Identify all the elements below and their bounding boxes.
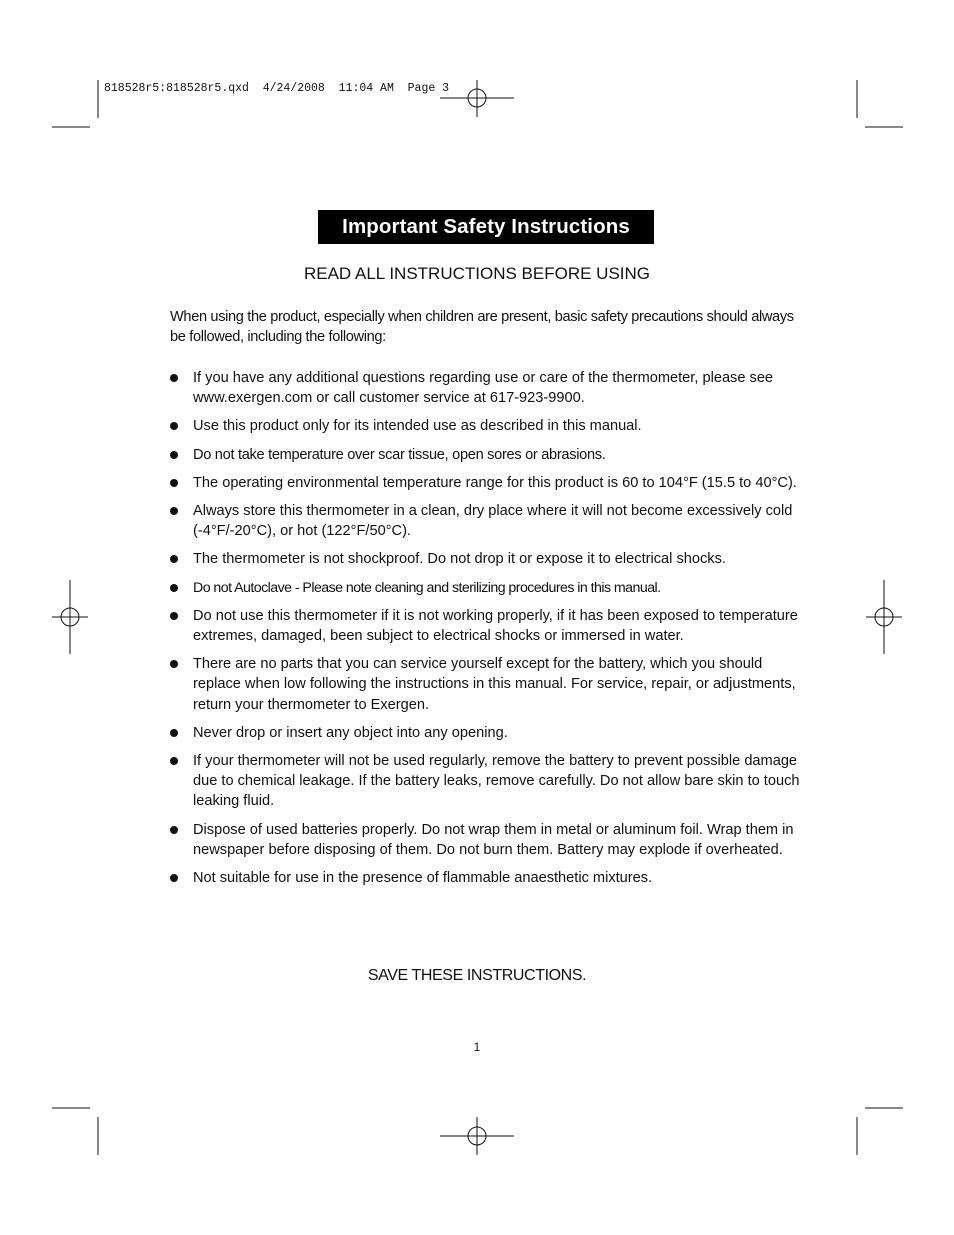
list-item: [170, 606, 810, 646]
bullet-icon: [170, 479, 178, 487]
list-item: [170, 416, 810, 436]
list-item-text: Not suitable for use in the presence of flammable anaesthetic mixtures.: [193, 870, 653, 887]
registration-mark-left: [52, 580, 88, 654]
list-item-text: Dispose of used batteries properly. Do not wrap them in metal or aluminum foil. Wrap them in newspaper before disposing of them. Do not burn them. Battery may explode if overheated.: [193, 821, 794, 858]
list-item-text: Do not take temperature over scar tissue, open sores or abrasions.: [193, 446, 606, 463]
list-item-text: Use this product only for its intended use as described in this manual.: [193, 418, 642, 435]
bullet-icon: [170, 507, 178, 515]
bullet-icon: [170, 874, 178, 882]
list-item: [170, 751, 810, 812]
bullet-icon: [170, 826, 178, 834]
bullet-icon: [170, 451, 178, 459]
list-item-text: The thermometer is not shockproof. Do not drop it or expose it to electrical shocks.: [193, 551, 726, 568]
bullet-icon: [170, 660, 178, 668]
list-item: [170, 654, 810, 715]
list-item-text: Do not use this thermometer if it is not working properly, if it has been exposed to temperature extremes, damaged, been subject to electrical shocks or immersed in water.: [193, 607, 798, 645]
bullet-icon: [170, 584, 178, 592]
safety-list: [170, 368, 810, 896]
subtitle: READ ALL INSTRUCTIONS BEFORE USING: [303, 264, 651, 283]
bullet-icon: [170, 757, 178, 765]
bullet-icon: [170, 555, 178, 563]
list-item-text: If your thermometer will not be used regularly, remove the battery to prevent possible damage due to chemical leakage. If the battery leaks, remove carefully. Do not allow bare skin to touch leaking fluid.: [193, 753, 800, 810]
list-item-text: There are no parts that you can service yourself except for the battery, which you should replace when low following the instructions in this manual. For service, repair, or adjustments, return your thermometer to Exergen.: [193, 656, 796, 713]
list-item-text: Do not Autoclave - Please note cleaning and sterilizing procedures in this manual.: [193, 579, 661, 596]
list-item: [170, 549, 810, 569]
title-banner: [318, 210, 654, 244]
registration-mark-top: [440, 80, 514, 117]
list-item: [170, 445, 810, 465]
registration-mark-right: [866, 580, 902, 654]
list-item: [170, 868, 810, 888]
print-slug-line: 818528r5:818528r5.qxd 4/24/2008 11:04 AM Page 3: [104, 82, 450, 95]
list-item-text: Always store this thermometer in a clean, dry place where it will not become excessively cold (-4°F/-20°C), or hot (122°F/50°C).: [193, 503, 793, 540]
list-item-text: The operating environmental temperature range for this product is 60 to 104°F (15.5 to 40°C).: [193, 474, 797, 491]
list-item: [170, 473, 810, 493]
registration-mark-bottom: [440, 1117, 514, 1155]
save-instructions-note: SAVE THESE INSTRUCTIONS.: [367, 967, 587, 984]
page-title: Important Safety Instructions: [342, 215, 630, 238]
intro-paragraph: When using the product, especially when children are present, basic safety precautions should always be followed, including the following:: [170, 309, 794, 345]
page-number: 1: [473, 1040, 481, 1054]
list-item-text: If you have any additional questions regarding use or care of the thermometer, please see www.exergen.com or call customer service at 617-923-9900.: [193, 370, 774, 407]
bullet-icon: [170, 374, 178, 382]
list-item: [170, 578, 810, 598]
list-item: [170, 368, 810, 408]
bullet-icon: [170, 612, 178, 620]
list-item: [170, 723, 810, 743]
list-item: [170, 820, 810, 860]
bullet-icon: [170, 422, 178, 430]
bullet-icon: [170, 729, 178, 737]
list-item-text: Never drop or insert any object into any opening.: [193, 724, 508, 741]
list-item: [170, 501, 810, 541]
